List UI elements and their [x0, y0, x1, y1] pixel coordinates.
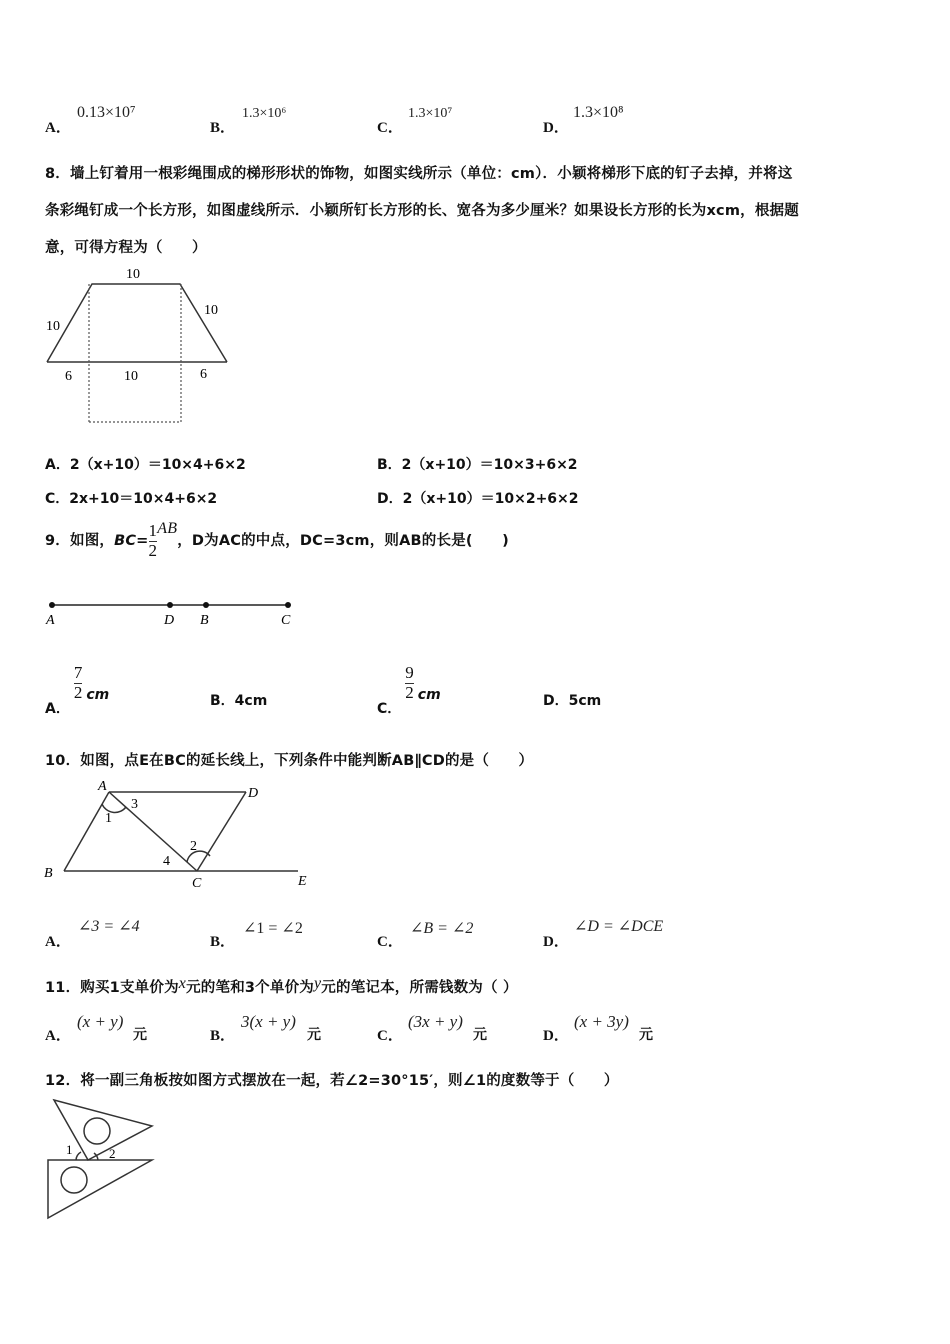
q7-option-d-math: 1.3×10⁸ [573, 104, 624, 121]
q7-option-b-math: 1.3×10⁶ [242, 106, 287, 121]
q9-point-d [167, 602, 173, 608]
q9-option-c [377, 663, 441, 718]
q8-text-line2: 条彩绳钉成一个长方形，如图虚线所示．小颖所钉长方形的长、宽各为多少厘米？如果设长方形的长为xcm，根据题 [45, 203, 799, 219]
q9-option-c-den: 2 [405, 682, 414, 702]
q12-label-1: 1 [66, 1142, 73, 1157]
q12-triangle-figure [40, 1094, 165, 1224]
q8-label-top: 10 [126, 267, 140, 282]
q10-label-b: B [44, 866, 53, 881]
q10-label-c: C [192, 876, 202, 891]
q10-option-b-math: ∠1 = ∠2 [243, 920, 303, 937]
q10-label-a: A [98, 779, 107, 794]
q9-option-a-unit: cm [86, 687, 110, 704]
q7-option-a-label: A． [45, 120, 71, 136]
q10-option-a-math: ∠3 = ∠4 [78, 918, 140, 935]
q9-label-c: C [281, 613, 291, 628]
q10-label-1: 1 [105, 811, 112, 826]
q9-option-d-label: D． [543, 693, 569, 709]
q8-option-c [45, 488, 217, 508]
q10-label-3: 3 [131, 797, 138, 812]
q8-option-c-text: 2x+10＝10×4+6×2 [69, 491, 218, 507]
q9-bc: BC= [114, 533, 149, 550]
q11-option-a-math: (x + y) [77, 1012, 124, 1031]
q9-point-c [285, 602, 291, 608]
q10-label-e: E [298, 874, 307, 889]
q12-label-2: 2 [109, 1146, 116, 1161]
q9-point-a [49, 602, 55, 608]
q9-label-d: D [164, 613, 175, 628]
q7-option-d-label: D． [543, 120, 569, 136]
q11-option-a-unit: 元 [133, 1027, 147, 1043]
q9-frac-den: 2 [148, 540, 158, 560]
q9-option-c-label: C． [377, 701, 402, 718]
q11-text-1: 11．购买1支单价为 [45, 980, 179, 996]
q9-ab: AB [157, 520, 178, 538]
q11-var-y: y [313, 975, 322, 992]
q7-option-a-math: 0.13×10⁷ [77, 104, 136, 121]
q11-option-b-label: B． [210, 1028, 236, 1044]
q9-point-b [203, 602, 209, 608]
q9-mid: ，D为AC的中点，DC=3cm，则AB的长是( ) [177, 533, 509, 550]
q11-option-b-unit: 元 [307, 1027, 321, 1043]
q11-option-c-label: C． [377, 1028, 403, 1044]
q9-option-b-text: 4cm [234, 693, 268, 709]
q11-text-2: 元的笔和3个单价为 [186, 980, 314, 996]
q9-fraction [149, 522, 158, 560]
q9-option-d [543, 690, 601, 710]
q10-option-b-label: B． [210, 934, 236, 950]
q7-option-c-math: 1.3×10⁷ [408, 106, 453, 121]
q9-option-d-text: 5cm [568, 693, 602, 709]
q8-option-a-label: A． [45, 457, 70, 473]
q11-option-d-unit: 元 [639, 1027, 653, 1043]
q8-trapezoid-figure [40, 260, 240, 430]
q11-option-d-label: D． [543, 1028, 569, 1044]
q9-option-b [210, 690, 267, 710]
q8-option-b-label: B． [377, 457, 402, 473]
q8-option-b-text: 2（x+10）＝10×3+6×2 [401, 457, 578, 473]
q9-option-a-label: A． [45, 701, 70, 718]
q9-option-c-fraction [405, 664, 414, 702]
q11-option-a-label: A． [45, 1028, 71, 1044]
q7-option-c-label: C． [377, 120, 403, 136]
q11-option-c-unit: 元 [473, 1027, 487, 1043]
q10-question: 10．如图，点E在BC的延长线上，下列条件中能判断AB∥CD的是（ ） [45, 753, 534, 769]
q11-option-d-math: (x + 3y) [574, 1012, 629, 1031]
q9-option-a-fraction [74, 664, 83, 702]
q8-option-a [45, 454, 246, 474]
q8-label-left: 10 [46, 319, 60, 334]
q9-segment-figure [40, 595, 310, 635]
q8-option-a-text: 2（x+10）＝10×4+6×2 [69, 457, 246, 473]
q8-label-b1: 6 [65, 369, 72, 384]
q9-option-a [45, 663, 110, 718]
q9-option-a-den: 2 [73, 682, 83, 702]
q10-option-d-math: ∠D = ∠DCE [574, 918, 664, 935]
q10-option-d-label: D． [543, 934, 569, 950]
q8-option-d [377, 488, 579, 508]
q10-option-c-label: C． [377, 934, 403, 950]
q11-option-b-math: 3(x + y) [241, 1012, 296, 1031]
q7-option-b-label: B． [210, 120, 236, 136]
q10-label-4: 4 [163, 854, 170, 869]
q8-text-line3: 意，可得方程为（ ） [45, 240, 207, 256]
q10-option-c-math: ∠B = ∠2 [410, 920, 474, 937]
q9-prefix: 9．如图， [45, 533, 115, 550]
q11-option-c-math: (3x + y) [408, 1012, 463, 1031]
q9-option-a-num: 7 [73, 663, 83, 682]
q8-label-b2: 10 [124, 369, 138, 384]
q11-text-3: 元的笔记本，所需钱数为（ ） [321, 980, 518, 996]
q10-label-d: D [248, 786, 259, 801]
q8-label-b3: 6 [200, 367, 207, 382]
q9-question [45, 522, 509, 560]
q10-label-2: 2 [190, 839, 197, 854]
q10-option-a-label: A． [45, 934, 71, 950]
q8-label-right: 10 [204, 303, 218, 318]
q12-question: 12．将一副三角板按如图方式摆放在一起，若∠2=30°15′，则∠1的度数等于（ ） [45, 1073, 619, 1089]
q8-option-d-label: D． [377, 491, 403, 507]
q9-frac-num: 1 [148, 521, 158, 540]
q8-option-b [377, 454, 578, 474]
q10-parallelogram-figure [40, 772, 320, 897]
q9-option-c-num: 9 [405, 663, 414, 682]
q9-label-a: A [46, 613, 55, 628]
q11-var-x: x [178, 975, 187, 992]
q9-label-b: B [200, 613, 209, 628]
q11-question [45, 976, 518, 997]
q8-option-d-text: 2（x+10）＝10×2+6×2 [402, 491, 579, 507]
q9-option-c-unit: cm [417, 687, 441, 704]
q8-option-c-label: C． [45, 491, 70, 507]
q8-text-line1: 8．墙上钉着用一根彩绳围成的梯形形状的饰物，如图实线所示（单位：cm）．小颖将梯形下底的钉子去掉，并将这 [45, 166, 793, 182]
q9-option-b-label: B． [210, 693, 235, 709]
